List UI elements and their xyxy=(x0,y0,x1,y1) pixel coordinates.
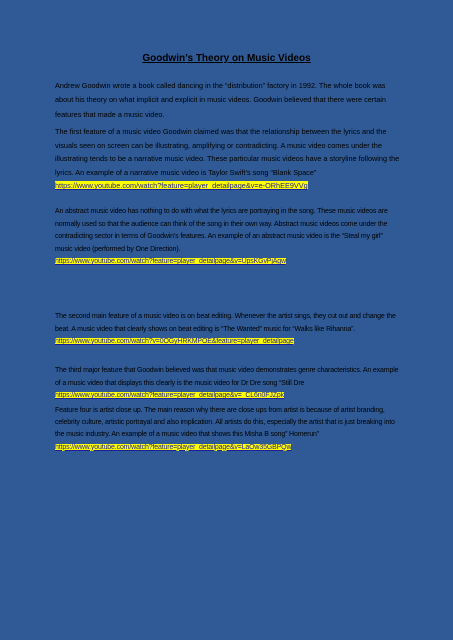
homerun-link[interactable]: https://www.youtube.com/watch?feature=player_detailpage&v=LaOw35GBPQw xyxy=(55,443,292,451)
feature-one-text: The first feature of a music video Goodwin claimed was that the relationship between the lyrics and the visuals seen on screen can be illustrating, amplifying or contradicting. A music video comes under the illustrating tends to be a narrative music video. These particular music videos have a storyline following the lyrics. An example of a narrative music video is Taylor Swift’s song “Blank Space” xyxy=(55,127,400,177)
still-dre-link[interactable]: https://www.youtube.com/watch?feature=player_detailpage&v=_CL6n0FJZpk xyxy=(55,392,284,400)
intro-paragraph: Andrew Goodwin wrote a book called dancing in the “distribution” factory in 1992. The whole book was about his theory on what implicit and explicit in music videos. Goodwin believed that there were certain features that made a music video. xyxy=(55,81,386,119)
feature-one-paragraph xyxy=(55,125,400,193)
feature-four-paragraph xyxy=(55,405,400,454)
feature-three-text: The third major feature that Goodwin believed was that music video demonstrates genre characteristics. An example of a music video that displays this clearly is the music video for Dr Dre song “Still Dre xyxy=(55,367,399,387)
page-title: Goodwin’s Theory on Music Videos xyxy=(142,53,311,64)
feature-two-paragraph xyxy=(55,311,400,349)
feature-two-text: The second main feature of a music video is on beat editing. Whenever the artist sings, they cut out and change the beat. A music video that clearly shows on beat editing is “The Wanted” music for “Walks like Rihanna”. xyxy=(55,313,396,333)
feature-four-text: Feature four is artist close up. The main reason why there are close ups from artist is because of artist branding, celebrity culture, artistic portrayal and also implication. All artists do this, especially the artist that is just breaking into the music industry. An example of a music video that shows this Misha B song” Homerun” xyxy=(55,407,395,439)
blank-space-link[interactable]: https://www.youtube.com/watch?feature=player_detailpage&v=e-ORhEE9VVg xyxy=(55,181,308,191)
walks-like-rihanna-link[interactable]: https://www.youtube.com/watch?v=0OGyHRKMPOE&feature=player_detailpage xyxy=(55,338,294,346)
abstract-paragraph xyxy=(55,206,400,269)
feature-three-paragraph xyxy=(55,365,400,403)
steal-my-girl-link[interactable]: https://www.youtube.com/watch?feature=player_detailpage&v=UpsKGvPjAgw xyxy=(55,258,286,266)
abstract-text: An abstract music video has nothing to do with what the lyrics are portraying in the song. These music videos are normally used so that the audience can think of the song in their own way. Abstract music videos come under the contradicting sector in terms of Goodwin’s features. An example of an abstract music video is the “Steal my girl” music video (performed by One Direction). xyxy=(55,208,388,253)
